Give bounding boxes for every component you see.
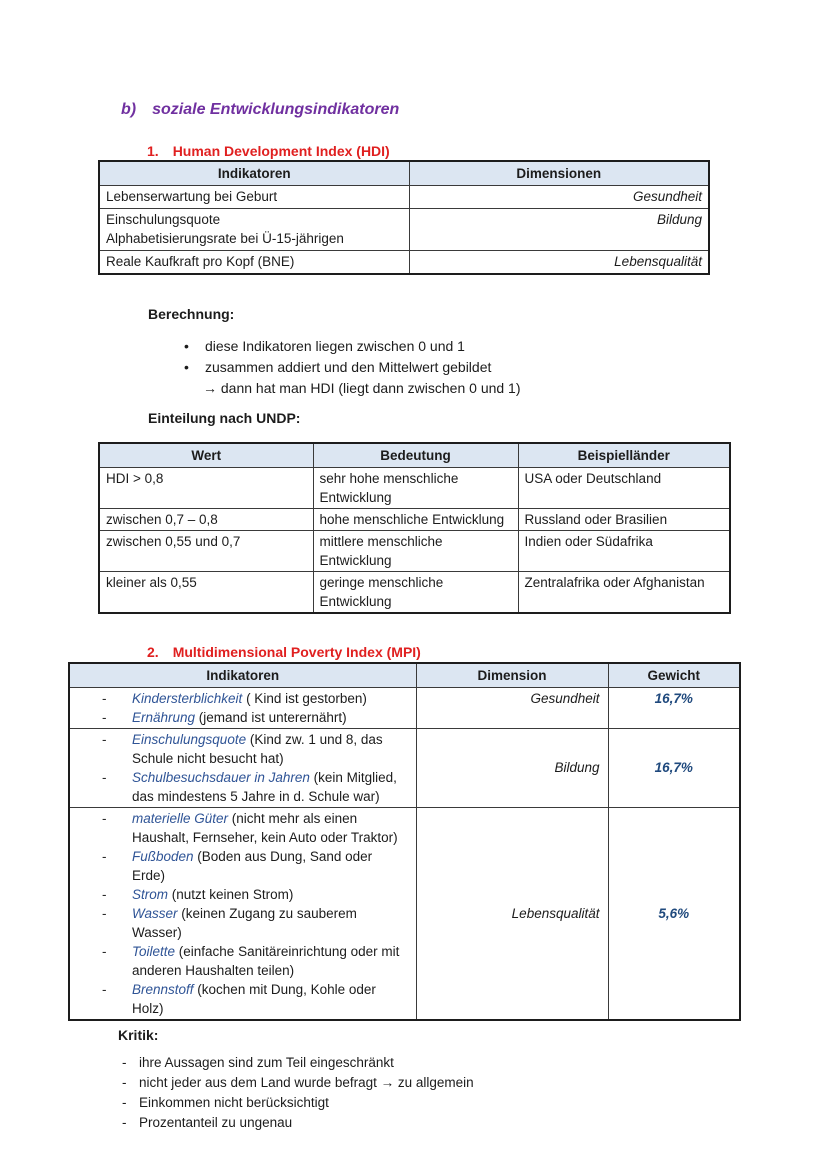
undp-table [98, 442, 731, 614]
indicator-cell [69, 687, 416, 728]
indicator-desc: (jemand ist unterernährt) [195, 709, 347, 725]
section-number: 2. [147, 643, 159, 660]
column-header-bedeutung: Bedeutung [313, 443, 518, 468]
table-row [99, 467, 730, 508]
wert-cell: HDI > 0,8 [99, 467, 313, 508]
dimension-cell: Lebensqualität [409, 251, 709, 274]
column-header-gewicht: Gewicht [608, 663, 740, 688]
weight-cell: 16,7% [608, 687, 740, 728]
indicator-desc: (Boden aus Dung, Sand oder Erde) [132, 848, 373, 883]
indicator-term: Ernährung [132, 709, 196, 725]
indicator-desc: (nutzt keinen Strom) [168, 886, 294, 902]
indicator-desc: (kochen mit Dung, Kohle oder Holz) [132, 981, 376, 1016]
indicator-cell [69, 728, 416, 807]
indicator-cell [69, 807, 416, 1020]
indicator-item [76, 809, 410, 847]
column-header-dimensionen: Dimensionen [409, 161, 709, 186]
kritik-bullet-list [139, 1053, 828, 1133]
indicator-cell [99, 186, 409, 209]
indicator-item [76, 980, 410, 1018]
table-row [99, 530, 730, 571]
wert-cell: zwischen 0,55 und 0,7 [99, 530, 313, 571]
table-row [69, 728, 740, 807]
weight-cell: 5,6% [608, 807, 740, 1020]
indicator-desc: ( Kind ist gestorben) [242, 690, 367, 706]
section-title-text: Multidimensional Poverty Index (MPI) [172, 643, 421, 660]
table-header-row [99, 443, 730, 468]
laender-cell: Zentralafrika oder Afghanistan [518, 571, 730, 613]
laender-cell: Russland oder Brasilien [518, 508, 730, 530]
indicator-item [76, 847, 410, 885]
subheading-kritik: Kritik: [118, 1026, 159, 1043]
section-number: 1. [147, 143, 159, 159]
indicator-desc: (einfache Sanitäreinrichtung oder mit anderen Haushalten teilen) [132, 943, 400, 978]
indicator-term: Schulbesuchsdauer in Jahren [132, 769, 310, 785]
page-title-text: soziale Entwicklungsindikatoren [152, 101, 400, 118]
bedeutung-cell: mittlere menschliche Entwicklung [313, 530, 518, 571]
column-header-wert: Wert [99, 443, 313, 468]
wert-cell: zwischen 0,7 – 0,8 [99, 508, 313, 530]
section-title-hdi [147, 143, 828, 160]
indicator-term: Fußboden [132, 848, 194, 864]
hdi-table [98, 160, 710, 275]
dimension-cell: Gesundheit [416, 687, 608, 728]
bedeutung-cell: hohe menschliche Entwicklung [313, 508, 518, 530]
dimension-cell: Lebensqualität [416, 807, 608, 1020]
section-title-mpi [147, 644, 828, 661]
berechnung-bullet-list [205, 336, 828, 378]
indicator-term: Wasser [132, 905, 178, 921]
laender-cell: Indien oder Südafrika [518, 530, 730, 571]
bullet-item: • diese Indikatoren liegen zwischen 0 und 1 [205, 336, 828, 357]
subheading-einteilung: Einteilung nach UNDP: [148, 409, 301, 426]
indicator-text: Einschulungsquote [106, 212, 221, 227]
mpi-table [68, 662, 741, 1021]
dimension-cell: Bildung [416, 728, 608, 807]
bullet-item: • zusammen addiert und den Mittelwert gebildet [205, 357, 828, 378]
table-row [99, 251, 709, 274]
column-header-dimension: Dimension [416, 663, 608, 688]
kritik-item: - Einkommen nicht berücksichtigt [139, 1093, 828, 1113]
kritik-item: - nicht jeder aus dem Land wurde befragt → zu allgemein [139, 1073, 828, 1093]
wert-cell: kleiner als 0,55 [99, 571, 313, 613]
table-row [69, 807, 740, 1020]
column-header-indikatoren: Indikatoren [99, 161, 409, 186]
bedeutung-cell: geringe menschliche Entwicklung [313, 571, 518, 613]
indicator-item [76, 768, 410, 806]
column-header-beispiellaender: Beispielländer [518, 443, 730, 468]
indicator-cell [99, 251, 409, 274]
arrow-note: → dann hat man HDI (liegt dann zwischen 0 und 1) [203, 379, 521, 396]
page-title [121, 100, 828, 120]
indicator-term: Strom [132, 886, 169, 902]
indicator-term: Brennstoff [132, 981, 194, 997]
indicator-term: Kindersterblichkeit [132, 690, 243, 706]
table-row [99, 186, 709, 209]
indicator-cell [99, 209, 409, 251]
indicator-term: Einschulungsquote [132, 731, 247, 747]
indicator-text: Reale Kaufkraft pro Kopf (BNE) [106, 254, 295, 269]
indicator-desc: (keinen Zugang zu sauberem Wasser) [132, 905, 357, 940]
table-row [99, 508, 730, 530]
section-title-text: Human Development Index (HDI) [172, 143, 390, 159]
dimension-cell: Bildung [409, 209, 709, 251]
indicator-item [76, 904, 410, 942]
indicator-text: Lebenserwartung bei Geburt [106, 189, 278, 204]
dimension-cell: Gesundheit [409, 186, 709, 209]
indicator-desc: (nicht mehr als einen Haushalt, Fernseher, kein Auto oder Traktor) [132, 810, 398, 845]
subheading-berechnung: Berechnung: [148, 305, 235, 322]
indicator-term: Toilette [132, 943, 176, 959]
indicator-item [76, 689, 410, 708]
laender-cell: USA oder Deutschland [518, 467, 730, 508]
table-row [99, 571, 730, 613]
indicator-item [76, 942, 410, 980]
table-row [99, 209, 709, 251]
indicator-item [76, 708, 410, 727]
indicator-desc: (kein Mitglied, das mindestens 5 Jahre in d. Schule war) [132, 769, 397, 804]
column-header-indikatoren: Indikatoren [69, 663, 416, 688]
table-row [69, 687, 740, 728]
weight-cell: 16,7% [608, 728, 740, 807]
kritik-item: - ihre Aussagen sind zum Teil eingeschränkt [139, 1053, 828, 1073]
kritik-item: - Prozentanteil zu ungenau [139, 1113, 828, 1133]
bedeutung-cell: sehr hohe menschliche Entwicklung [313, 467, 518, 508]
table-header-row [99, 161, 709, 186]
indicator-item [76, 730, 410, 768]
page-title-prefix: b) [121, 101, 137, 118]
table-header-row [69, 663, 740, 688]
indicator-text: Alphabetisierungsrate bei Ü-15-jährigen [106, 231, 344, 246]
indicator-term: materielle Güter [132, 810, 229, 826]
indicator-desc: (Kind zw. 1 und 8, das Schule nicht besucht hat) [132, 731, 383, 766]
indicator-item [76, 885, 410, 904]
